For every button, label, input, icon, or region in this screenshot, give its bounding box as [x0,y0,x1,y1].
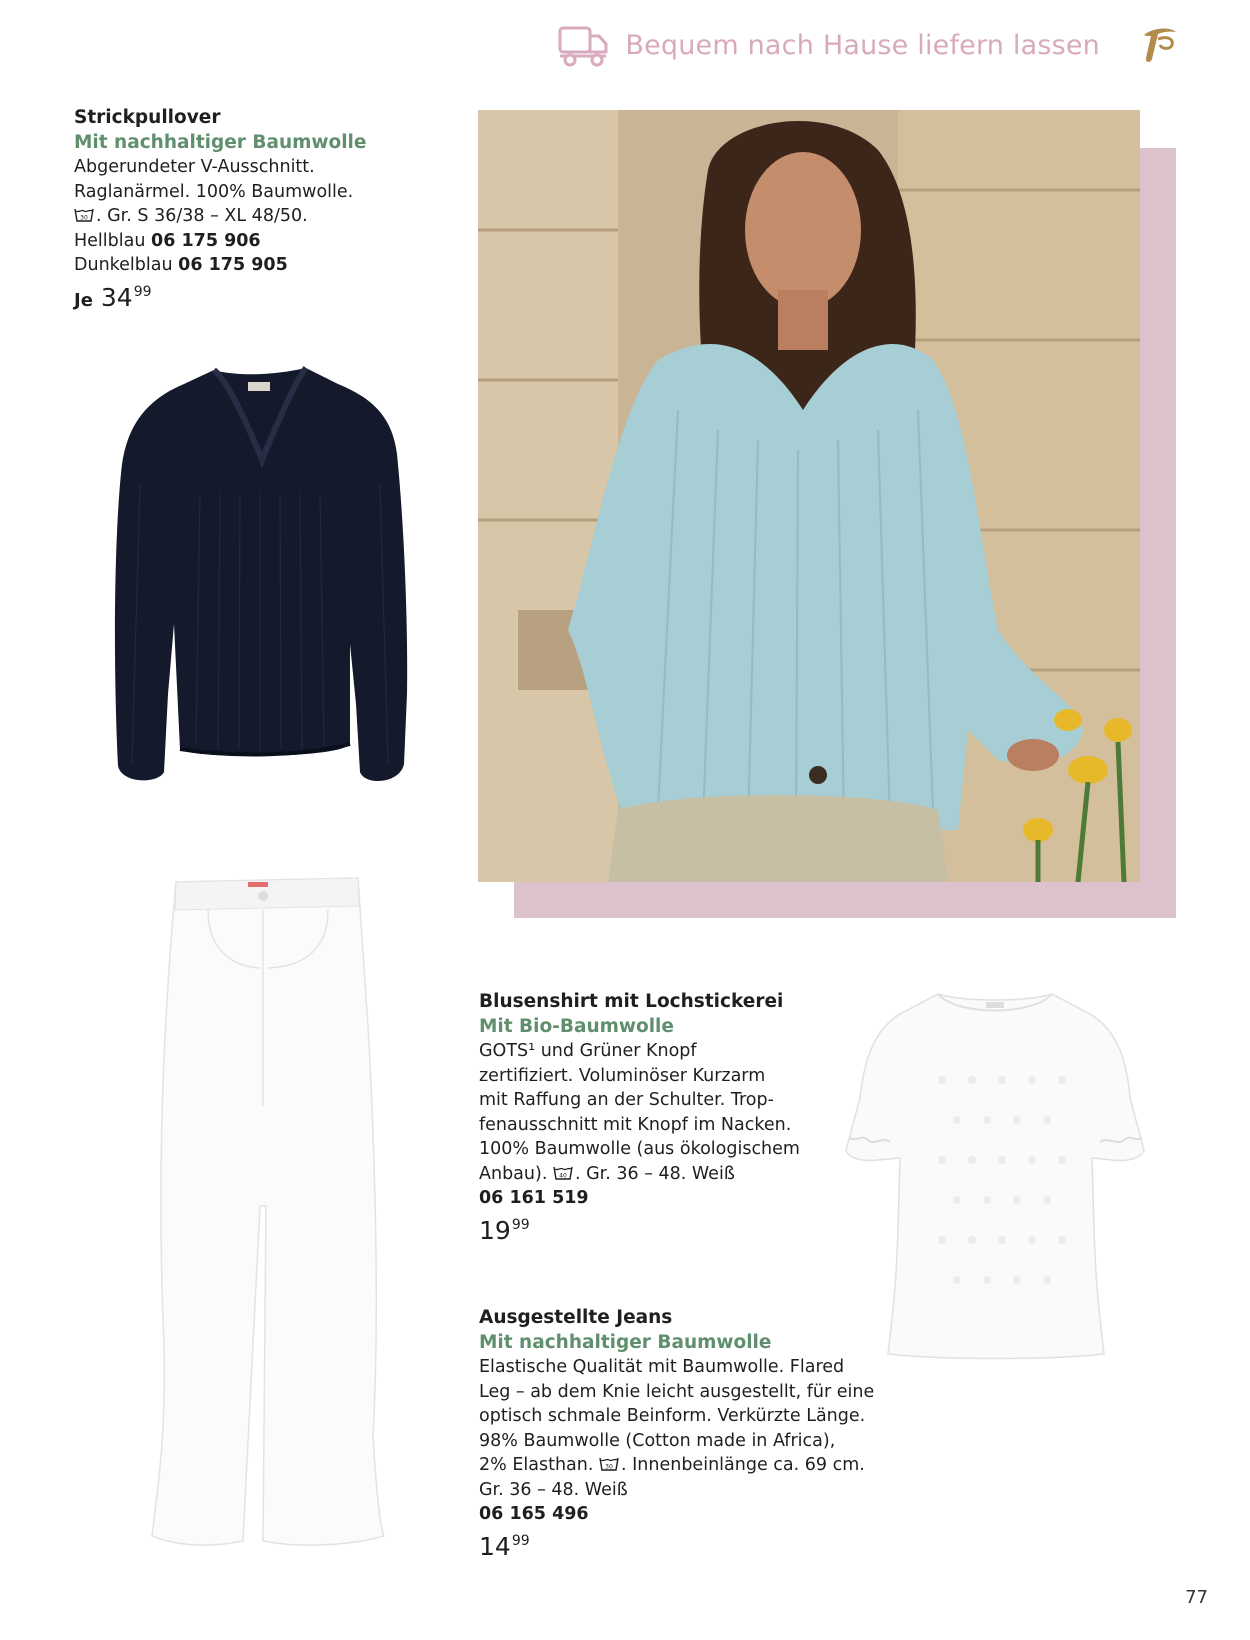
sweater-sizes: . Gr. S 36/38 – XL 48/50. [96,206,308,226]
blouse-desc-6b: . Gr. 36 – 48. Weiß [574,1163,735,1184]
jeans-article-number: 06 165 496 [479,1504,589,1524]
blouse-desc-6 [479,1162,800,1187]
blouse-subtitle: Mit Bio-Baumwolle [479,1015,674,1037]
svg-text:40: 40 [559,1172,567,1179]
svg-text:30: 30 [80,214,88,222]
navy-sweater-image [110,364,415,804]
sweater-desc-2: Raglanärmel. 100% Baumwolle. [74,181,354,202]
price-main: 19 [479,1215,511,1245]
blouse-article-number: 06 161 519 [479,1188,589,1208]
blouse-price [479,1217,800,1245]
price-main: 34 [100,282,133,312]
price-cents: 99 [511,1216,530,1233]
blouse-info [479,990,800,1245]
article-number: 06 175 905 [178,255,288,275]
blouse-desc-6a: Anbau). [479,1163,548,1184]
price-cents: 99 [511,1532,530,1549]
sweater-variant-2 [74,253,366,278]
price-main: 14 [479,1531,511,1561]
variant-color: Hellblau [74,230,146,251]
sweater-variant-1 [74,229,366,254]
sweater-label [248,382,270,391]
jeans-desc-5a: 2% Elasthan. [479,1455,594,1475]
jeans-desc-1: Elastische Qualität mit Baumwolle. Flared [479,1357,845,1377]
tchibo-logo-icon [1136,23,1180,67]
price-cents: 99 [133,283,152,300]
svg-text:30: 30 [605,1463,613,1471]
wash-40-icon [553,1165,573,1181]
white-blouse-image [842,990,1148,1360]
article-number: 06 175 906 [151,230,261,251]
truck-icon [557,22,609,68]
blouse-desc-5: 100% Baumwolle (aus ökologischem [479,1139,800,1159]
sweater-price [74,284,366,318]
blouse-desc-3: mit Raffung an der Schulter. Trop- [479,1090,774,1110]
jeans-desc-6: Gr. 36 – 48. Weiß [479,1479,628,1500]
white-jeans-image [148,876,388,1556]
jeans-desc-4: 98% Baumwolle (Cotton made in Africa), [479,1430,836,1451]
jeans-desc-2: Leg – ab dem Knie leicht ausgestellt, für eine [479,1381,875,1402]
blouse-desc-1: GOTS¹ und Grüner Knopf [479,1041,697,1061]
wash-30-icon [74,207,94,223]
jeans-price [479,1533,874,1561]
model-photo [478,110,1140,882]
blouse-desc-2: zertifiziert. Voluminöser Kurzarm [479,1065,766,1086]
sweater-title: Strickpullover [74,107,221,128]
sweater-info [74,106,366,318]
delivery-text: Bequem nach Hause liefern lassen [625,29,1100,61]
sweater-sizes-row [74,204,366,229]
blouse-desc-4: fenausschnitt mit Knopf im Nacken. [479,1114,792,1135]
jeans-desc-5b: . Innenbeinlänge ca. 69 cm. [621,1455,865,1475]
jeans-info [479,1306,874,1561]
variant-color: Dunkelblau [74,255,173,275]
wash-30-icon [599,1456,619,1472]
sweater-subtitle: Mit nachhaltiger Baumwolle [74,131,367,153]
jeans-subtitle: Mit nachhaltiger Baumwolle [479,1331,772,1353]
jeans-title: Ausgestellte Jeans [479,1307,673,1328]
page-number: 77 [1185,1587,1208,1608]
price-prefix: Je [74,289,93,311]
blouse-title: Blusenshirt mit Lochstickerei [479,991,784,1012]
page-header [557,22,1180,68]
sweater-desc-1: Abgerundeter V-Ausschnitt. [74,157,315,177]
jeans-desc-3: optisch schmale Beinform. Verkürzte Länge. [479,1406,866,1426]
jeans-desc-5 [479,1453,874,1478]
